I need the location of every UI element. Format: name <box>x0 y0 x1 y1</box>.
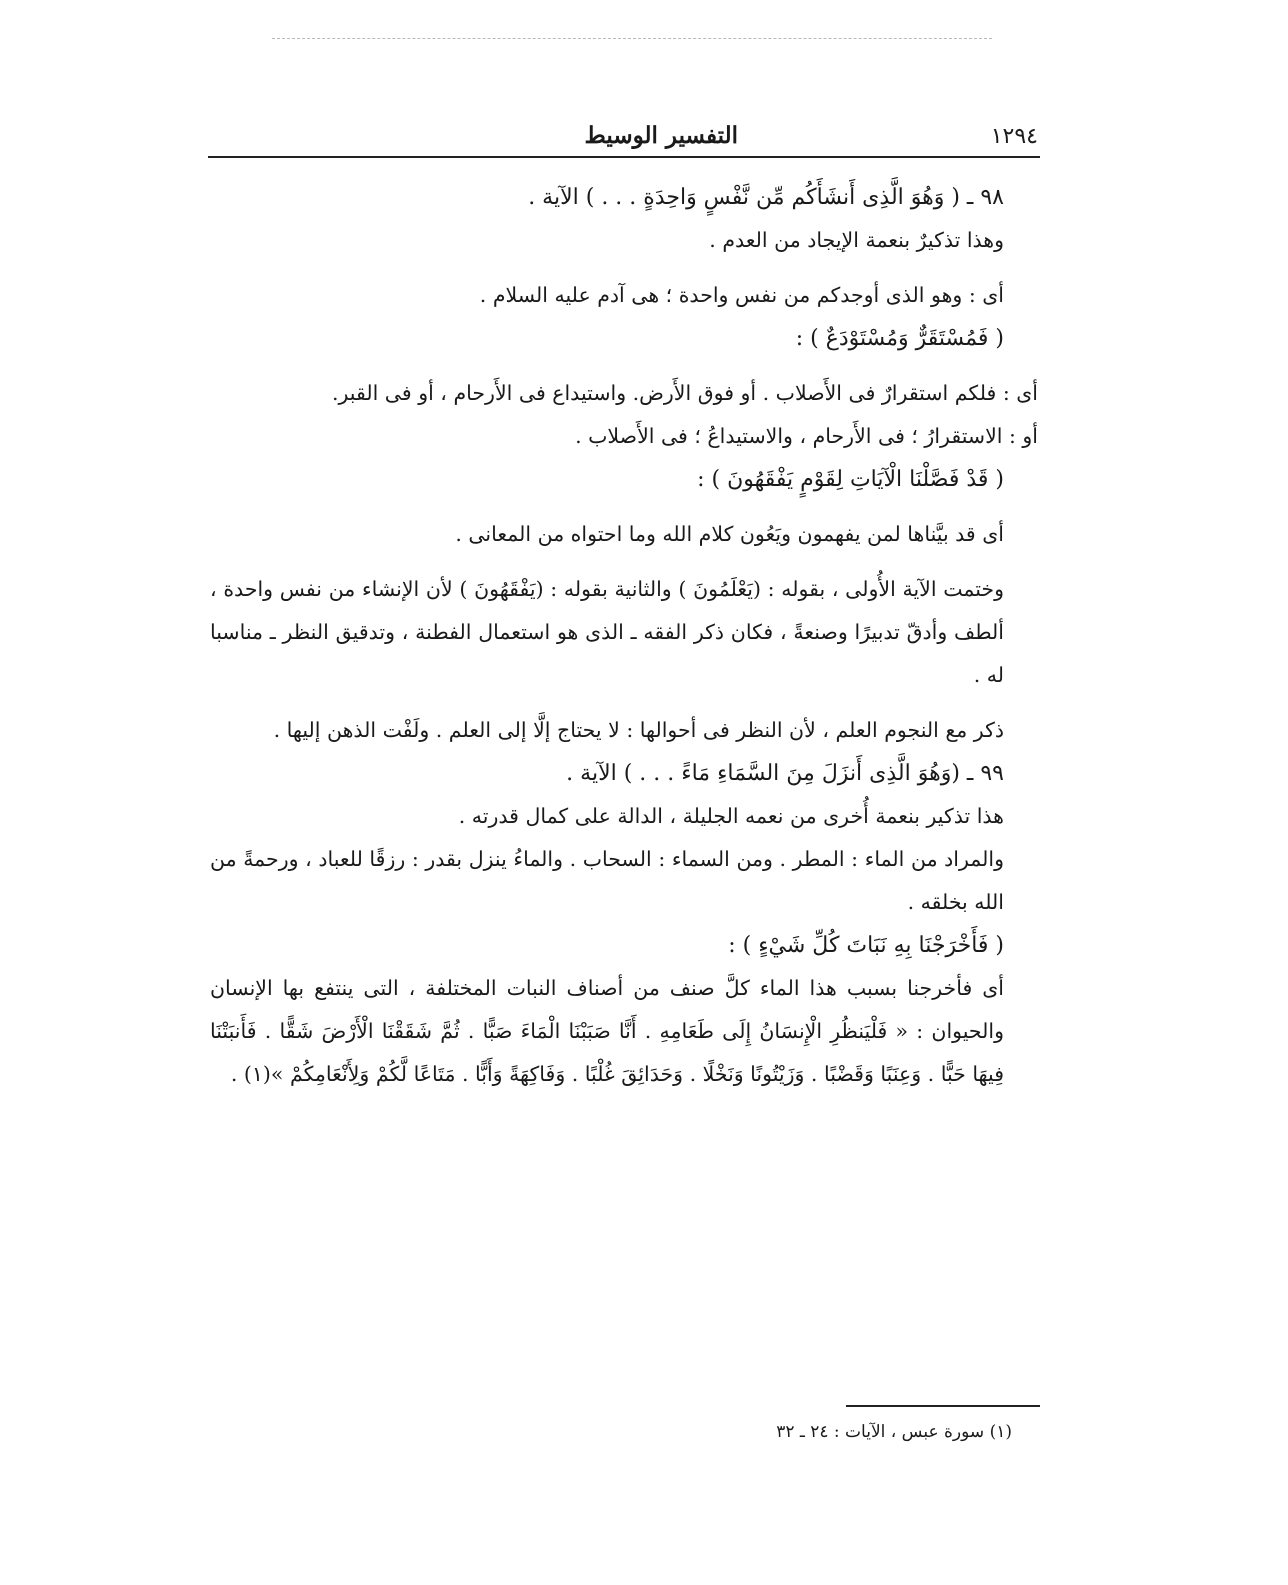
paragraph-p7: ( قَدْ فَصَّلْنَا الْآيَاتِ لِقَوْمٍ يَفْقَهُونَ ) : <box>697 467 1004 492</box>
paragraph-p2: وهذا تذكيرٌ بنعمة الإيجاد من العدم . <box>709 228 1004 252</box>
paragraph-p8: أى قد بيَّناها لمن يفهمون ويَعُون كلام الله وما احتواه من المعانى . <box>455 522 1004 546</box>
running-title: التفسير الوسيط <box>584 122 738 149</box>
paragraph-p9: وختمت الآية الأُولى ، بقوله : (يَعْلَمُونَ ) والثانية بقوله : (يَفْقَهُونَ ) لأن الإنشاء من نفس واحدة ، ألطف وأدقّ تدبيرًا وصنعةً ، فكان ذكر الفقه ـ الذى هو استعمال الفطنة ، وتدقيق النظر ـ مناسبا له . <box>210 577 1004 687</box>
paragraph-p11: ٩٩ ـ (وَهُوَ الَّذِى أَنزَلَ مِنَ السَّمَاءِ مَاءً . . . ) الآية . <box>566 761 1004 786</box>
page-number: ١٢٩٤ <box>990 124 1038 149</box>
page-header <box>208 118 1038 158</box>
paragraph-p6: أو : الاستقرارُ ؛ فى الأَرحام ، والاستيداعُ ؛ فى الأَصلاب . <box>575 424 1038 448</box>
paragraph-p4: ( فَمُسْتَقَرٌّ وَمُسْتَوْدَعٌ ) : <box>795 326 1004 351</box>
paragraph-p14: ( فَأَخْرَجْنَا بِهِ نَبَاتَ كُلِّ شَيْءٍ ) : <box>728 933 1004 958</box>
paragraph-p12: هذا تذكير بنعمة أُخرى من نعمه الجليلة ، الدالة على كمال قدرته . <box>458 804 1004 828</box>
header-rule <box>208 156 1040 158</box>
body-text <box>210 176 1038 1096</box>
paragraph-p3: أى : وهو الذى أوجدكم من نفس واحدة ؛ هى آدم عليه السلام . <box>479 283 1004 307</box>
paragraph-p1: ٩٨ ـ ( وَهُوَ الَّذِى أَنشَأَكُم مِّن نَّفْسٍ وَاحِدَةٍ . . . ) الآية . <box>528 185 1004 210</box>
scan-edge-rule <box>272 38 992 39</box>
paragraph-p10: ذكر مع النجوم العلم ، لأن النظر فى أحوالها : لا يحتاج إلَّا إلى العلم . ولَفْت الذهن إليها . <box>273 718 1004 742</box>
paragraph-p13: والمراد من الماء : المطر . ومن السماء : السحاب . والماءُ ينزل بقدر : رزقًا للعباد ، ورحمةً من الله بخلقه . <box>210 847 1004 914</box>
paragraph-p15: أى فأخرجنا بسبب هذا الماء كلَّ صنف من أصناف النبات المختلفة ، التى ينتفع بها الإنسان والحيوان : « فَلْيَنظُرِ الْإِنسَانُ إِلَى طَعَامِهِ . أَنَّا صَبَبْنَا الْمَاءَ صَبًّا . ثُمَّ شَقَقْنَا الْأَرْضَ شَقًّا . فَأَنبَتْنَا فِيهَا حَبًّا . وَعِنَبًا وَقَضْبًا . وَزَيْتُونًا وَنَخْلًا . وَحَدَائِقَ غُلْبًا . وَفَاكِهَةً وَأَبًّا . مَتَاعًا لَّكُمْ وَلِأَنْعَامِكُمْ »(١) . <box>210 976 1004 1086</box>
footnote: (١) سورة عبس ، الآيات : ٢٤ ـ ٣٢ <box>776 1422 1012 1442</box>
footnote-rule <box>846 1405 1040 1407</box>
paragraph-p5: أى : فلكم استقرارٌ فى الأَصلاب . أو فوق الأَرض. واستيداع فى الأَرحام ، أو فى القبر. <box>331 381 1038 405</box>
